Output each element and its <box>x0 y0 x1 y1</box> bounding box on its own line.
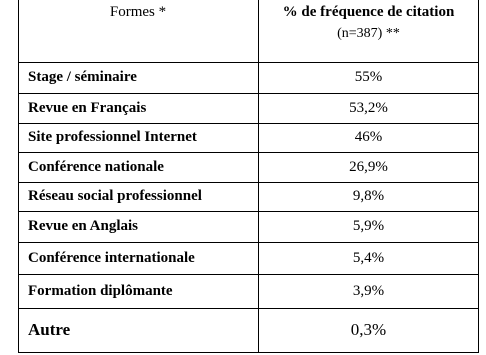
row-value: 5,4% <box>352 249 385 266</box>
header-frequence-title: % de fréquence de citation <box>282 4 455 20</box>
divider <box>18 274 479 275</box>
divider <box>478 0 479 353</box>
divider <box>18 242 479 243</box>
row-value: 3,9% <box>352 282 385 299</box>
table-row <box>18 182 479 211</box>
table-row <box>18 211 479 242</box>
row-label: Conférence internationale <box>28 249 195 266</box>
table-row <box>18 123 479 152</box>
divider <box>18 308 479 309</box>
table-row <box>18 274 479 308</box>
row-value: 26,9% <box>349 158 388 175</box>
divider <box>18 93 479 94</box>
row-value: 55% <box>354 69 383 85</box>
table-row <box>18 242 479 274</box>
row-label: Autre <box>28 320 71 339</box>
divider <box>18 0 19 353</box>
table-row <box>18 152 479 182</box>
header-frequence-sample: (n=387) ** <box>337 26 400 41</box>
table-row <box>18 308 479 352</box>
header-formes-label: Formes * <box>109 4 167 20</box>
table-row <box>18 93 479 123</box>
row-value: 46% <box>354 129 383 145</box>
row-value: 0,3% <box>350 320 387 339</box>
row-label: Conférence nationale <box>28 158 164 175</box>
row-label: Formation diplômante <box>28 282 173 299</box>
header-formes <box>18 0 258 62</box>
divider <box>18 182 479 183</box>
row-label: Stage / séminaire <box>28 69 137 85</box>
divider <box>18 352 479 353</box>
divider <box>18 123 479 124</box>
divider <box>18 211 479 212</box>
row-label: Revue en Anglais <box>28 218 139 234</box>
header-frequence <box>258 0 479 62</box>
row-value: 5,9% <box>352 218 385 234</box>
row-label: Site professionnel Internet <box>28 129 197 145</box>
row-value: 9,8% <box>352 188 385 204</box>
divider <box>18 152 479 153</box>
row-label: Réseau social professionnel <box>28 188 202 204</box>
row-value: 53,2% <box>349 99 388 116</box>
divider <box>258 0 259 353</box>
table-row <box>18 62 479 93</box>
row-label: Revue en Français <box>28 99 147 116</box>
divider <box>18 62 479 63</box>
